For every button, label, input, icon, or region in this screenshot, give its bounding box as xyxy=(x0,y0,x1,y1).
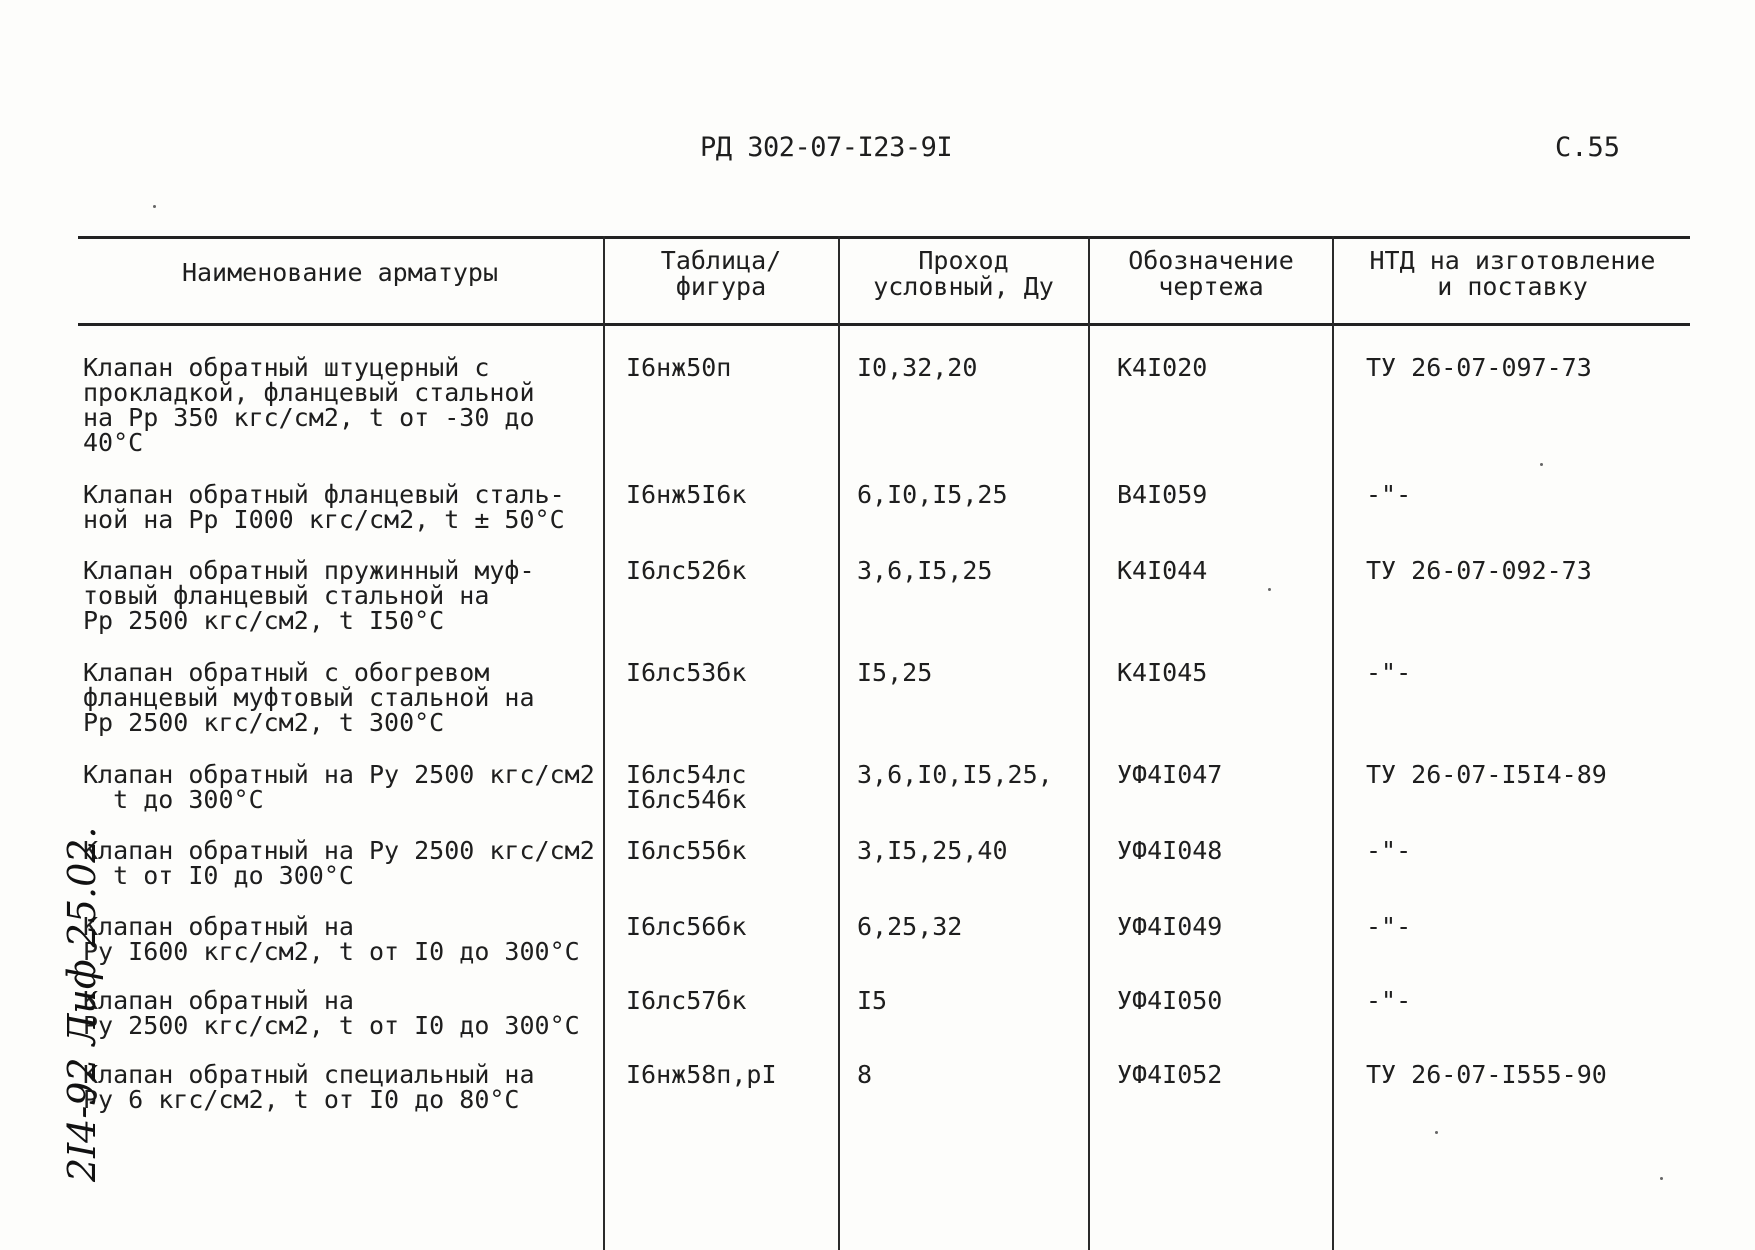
table-row-figure: I6лс54лс I6лс54бк xyxy=(626,760,747,814)
handwritten-margin-note: 2I4-92 Лиф 25.02. xyxy=(60,826,104,1182)
table-row-ntd: -"- xyxy=(1366,836,1412,865)
table-row-ntd: ТУ 26-07-092-73 xyxy=(1366,556,1592,585)
table-row-nominal-diameter: 8 xyxy=(857,1060,873,1089)
table-row-ntd: -"- xyxy=(1366,912,1412,941)
column-divider xyxy=(603,236,605,1250)
scan-speck xyxy=(1660,1177,1663,1180)
column-divider xyxy=(1088,236,1090,1250)
table-row-name: Клапан обратный пружинный муф- товый фланцевый стальной на Рр 2500 кгс/см2, t I50°С xyxy=(83,556,535,635)
scan-speck xyxy=(1435,1131,1438,1134)
table-row-figure: I6лс52бк xyxy=(626,556,747,585)
table-row-drawing: К4I044 xyxy=(1117,556,1208,585)
table-row-name: Клапан обратный на Ру 2500 кгс/см2 t до 300°С xyxy=(83,760,595,814)
table-row-nominal-diameter: I5,25 xyxy=(857,658,933,687)
scan-speck xyxy=(153,205,156,208)
column-divider xyxy=(1332,236,1334,1250)
table-row-nominal-diameter: I5 xyxy=(857,986,888,1015)
table-row-ntd: ТУ 26-07-I5I4-89 xyxy=(1366,760,1607,789)
table-row-ntd: -"- xyxy=(1366,480,1412,509)
table-row-figure: I6лс56бк xyxy=(626,912,747,941)
table-row-name: Клапан обратный штуцерный с прокладкой, фланцевый стальной на Рр 350 кгс/см2, t от -30 до 40°С xyxy=(83,353,535,457)
table-row-drawing: УФ4I050 xyxy=(1117,986,1223,1015)
table-top-rule xyxy=(78,236,1690,239)
table-row-nominal-diameter: 6,I0,I5,25 xyxy=(857,480,1008,509)
table-row-nominal-diameter: I0,32,20 xyxy=(857,353,978,382)
column-header-ntd: НТД на изготовление и поставку xyxy=(1369,246,1656,301)
column-header-figure: Таблица/ фигура xyxy=(660,246,782,301)
document-code: РД 302-07-I23-9I xyxy=(700,132,953,163)
table-row-figure: I6нж5I6к xyxy=(626,480,747,509)
table-row-name: Клапан обратный с обогревом фланцевый муфтовый стальной на Рр 2500 кгс/см2, t 300°С xyxy=(83,658,535,737)
table-row-name: Клапан обратный на Ру 2500 кгс/см2, t от I0 до 300°С xyxy=(83,986,580,1040)
table-row-drawing: УФ4I052 xyxy=(1117,1060,1223,1089)
table-row-drawing: УФ4I048 xyxy=(1117,836,1223,865)
table-header-rule xyxy=(78,323,1690,326)
table-row-ntd: ТУ 26-07-I555-90 xyxy=(1366,1060,1607,1089)
table-row-figure: I6нж58п,рI xyxy=(626,1060,777,1089)
table-row-figure: I6лс57бк xyxy=(626,986,747,1015)
table-row-name: Клапан обратный фланцевый сталь- ной на Рр I000 кгс/см2, t ± 50°С xyxy=(83,480,565,534)
table-row-figure: I6лс53бк xyxy=(626,658,747,687)
table-row-figure: I6лс55бк xyxy=(626,836,747,865)
scan-speck xyxy=(1268,588,1271,591)
table-row-drawing: УФ4I047 xyxy=(1117,760,1223,789)
table-row-drawing: УФ4I049 xyxy=(1117,912,1223,941)
scan-speck xyxy=(1540,463,1543,466)
column-divider xyxy=(838,236,840,1250)
table-row-drawing: К4I045 xyxy=(1117,658,1208,687)
column-header-drawing: Обозначение чертежа xyxy=(1128,246,1294,301)
column-header-name: Наименование арматуры xyxy=(181,258,499,287)
table-row-name: Клапан обратный на Ру 2500 кгс/см2 t от I0 до 300°С xyxy=(83,836,595,890)
table-row-drawing: К4I020 xyxy=(1117,353,1208,382)
table-row-ntd: -"- xyxy=(1366,986,1412,1015)
table-row-drawing: В4I059 xyxy=(1117,480,1208,509)
page-number: С.55 xyxy=(1555,132,1621,163)
table-row-nominal-diameter: 3,I5,25,40 xyxy=(857,836,1008,865)
table-row-nominal-diameter: 3,6,I5,25 xyxy=(857,556,993,585)
table-row-ntd: -"- xyxy=(1366,658,1412,687)
table-row-name: Клапан обратный специальный на Ру 6 кгс/см2, t от I0 до 80°С xyxy=(83,1060,535,1114)
table-row-figure: I6нж50п xyxy=(626,353,732,382)
table-row-nominal-diameter: 3,6,I0,I5,25, xyxy=(857,760,1053,789)
table-row-name: Клапан обратный на Ру I600 кгс/см2, t от I0 до 300°С xyxy=(83,912,580,966)
table-row-nominal-diameter: 6,25,32 xyxy=(857,912,963,941)
table-row-ntd: ТУ 26-07-097-73 xyxy=(1366,353,1592,382)
column-header-nominal-diameter: Проход условный, Ду xyxy=(873,246,1054,301)
